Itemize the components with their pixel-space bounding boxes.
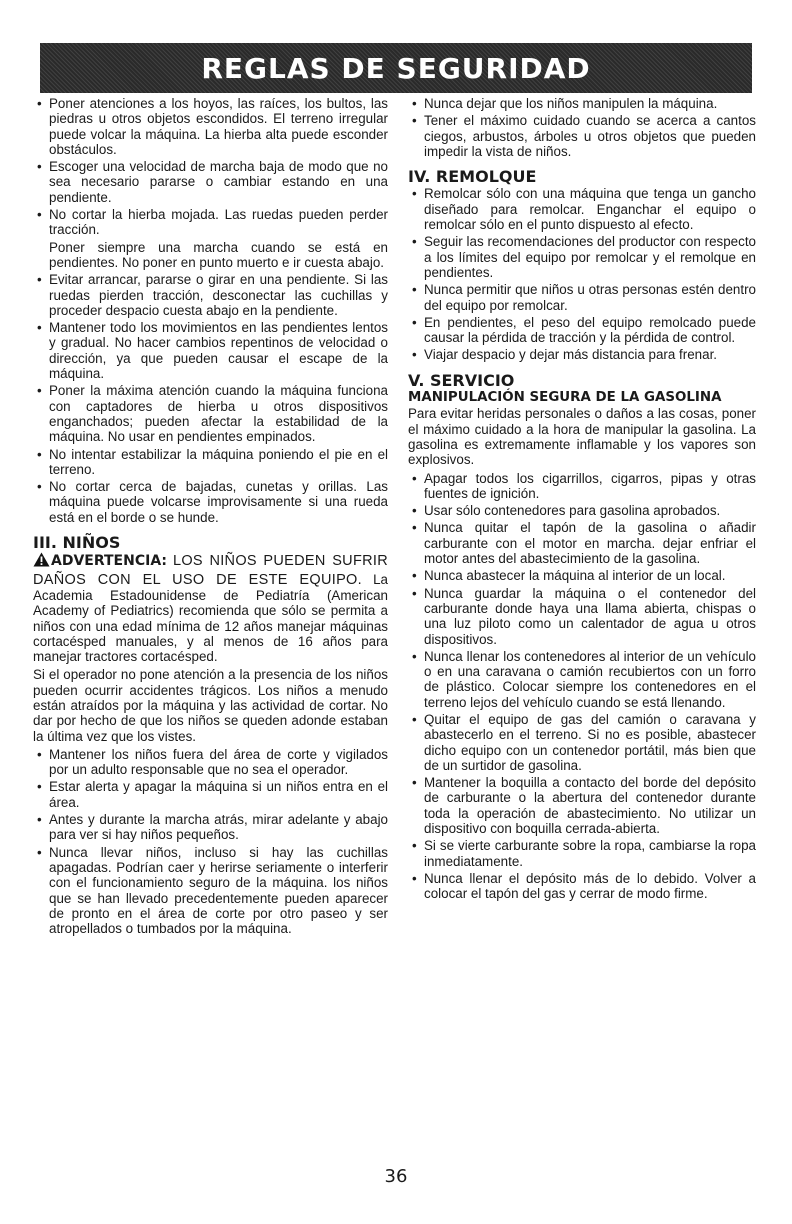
list-item: • Mantener los niños fuera del área de corte y vigilados por un adulto responsable que no sea el operador. xyxy=(33,747,388,778)
list-item-continuation: Poner siempre una marcha cuando se está en pendientes. No poner en punto muerto e ir cuesta abajo. xyxy=(49,239,388,270)
slope-safety-list-continued xyxy=(33,272,388,525)
fuel-intro-paragraph: Para evitar heridas personales o daños a las cosas, poner el máximo cuidado a la hora de manipular la gasolina. La gasolina es extremamente inflamable y los vapores son explosivos. xyxy=(408,406,756,468)
list-item: • No cortar la hierba mojada. Las ruedas pueden perder tracción. xyxy=(33,207,388,238)
list-item: • Nunca guardar la máquina o el contenedor del carburante donde haya una llama abierta, chispas o una luz piloto como un calentador de agua u otros dispositivos. xyxy=(408,586,756,647)
list-item: • Remolcar sólo con una máquina que tenga un gancho diseñado para remolcar. Enganchar el equipo o remolcar sólo en el punto dispuesto al efecto. xyxy=(408,186,756,232)
header-banner xyxy=(40,43,752,93)
towing-safety-list xyxy=(408,186,756,362)
children-safety-list-continued xyxy=(408,96,756,159)
list-item: • Nunca dejar que los niños manipulen la máquina. xyxy=(408,96,756,111)
list-item: • Mantener todo los movimientos en las pendientes lentos y gradual. No hacer cambios repentinos de velocidad o dirección, ya que pueden causar el escape de la máquina. xyxy=(33,320,388,381)
list-item: • Nunca abastecer la máquina al interior de un local. xyxy=(408,568,756,583)
list-item: • Si se vierte carburante sobre la ropa, cambiarse la ropa inmediatamente. xyxy=(408,838,756,869)
list-item: • Seguir las recomendaciones del productor con respecto a los límites del equipo por remolcar y el remolque en pendientes. xyxy=(408,234,756,280)
list-item: • Estar alerta y apagar la máquina si un niños entra en el área. xyxy=(33,779,388,810)
list-item: • Quitar el equipo de gas del camión o caravana y abastecerlo en el terreno. Si no es posible, abastecer dicho equipo con un contenedor portátil, más bien que de un surtidor de gasolina. xyxy=(408,712,756,773)
right-column xyxy=(408,96,756,904)
list-item: • Usar sólo contenedores para gasolina aprobados. xyxy=(408,503,756,518)
warning-body-text: La Academia Estadounidense de Pediatría (American Academy of Pediatrics) recomienda que sólo se permita a niños con una edad mínima de 12 años manejar máquinas cortacésped manuales, y al menos de 16 años para manejar tractores cortacésped. xyxy=(33,571,388,665)
section-heading-servicio: V. SERVICIO xyxy=(408,370,515,390)
children-safety-list xyxy=(33,747,388,937)
warning-label: ADVERTENCIA: xyxy=(51,553,168,570)
list-item: • No cortar cerca de bajadas, cunetas y orillas. Las máquina puede volcarse improvisamente si una rueda está en el borde o se hunde. xyxy=(33,479,388,525)
list-item: • Poner atenciones a los hoyos, las raíces, los bultos, las piedras u otros objetos escondidos. El terreno irregular puede volcar la máquina. La hierba alta puede esconder obstáculos. xyxy=(33,96,388,157)
list-item: • Tener el máximo cuidado cuando se acerca a cantos ciegos, arbustos, árboles u otros objetos que pueden impedir la vista de niños. xyxy=(408,113,756,159)
list-item: • Viajar despacio y dejar más distancia para frenar. xyxy=(408,347,756,362)
warning-caps-text: LOS NIÑOS PUEDEN SUFRIR DAÑOS CON EL USO DE ESTE EQUIPO. xyxy=(33,553,388,588)
page-title: REGLAS DE SEGURIDAD xyxy=(201,51,591,85)
list-item: • Evitar arrancar, pararse o girar en una pendiente. Si las ruedas pierden tracción, desconectar las cuchillas y proceder despacio cuesta abajo en la pendiente. xyxy=(33,272,388,318)
subheading-gasolina: MANIPULACIÓN SEGURA DE LA GASOLINA xyxy=(408,390,722,406)
list-item: • Antes y durante la marcha atrás, mirar adelante y abajo para ver si hay niños pequeños. xyxy=(33,812,388,843)
list-item: • Apagar todos los cigarrillos, cigarros, pipas y otras fuentes de ignición. xyxy=(408,471,756,502)
list-item: • Nunca permitir que niños u otras personas estén dentro del equipo por remolcar. xyxy=(408,282,756,313)
list-item: • Nunca llenar el depósito más de lo debido. Volver a colocar el tapón del gas y cerrar de modo firme. xyxy=(408,871,756,902)
warning-block xyxy=(33,552,388,664)
slope-safety-list xyxy=(33,96,388,238)
list-item: • Poner la máxima atención cuando la máquina funciona con captadores de hierba u otros dispositivos enganchados; pueden afectar la estabilidad de la máquina. No usar en pendientes empinados. xyxy=(33,383,388,444)
list-item: • Nunca quitar el tapón de la gasolina o añadir carburante con el motor en marcha. dejar enfriar el motor antes del abastecimiento de la gasolina. xyxy=(408,520,756,566)
children-paragraph: Si el operador no pone atención a la presencia de los niños pueden ocurrir accidentes trágicos. Los niños a menudo están atraídos por la máquina y las actividad de cortar. No dar por hecho de que los niños se queden adonde estaban la última vez que los vistes. xyxy=(33,667,388,744)
page-number: 36 xyxy=(384,1166,408,1187)
left-column xyxy=(33,96,388,938)
warning-heading xyxy=(33,553,167,569)
list-item: • En pendientes, el peso del equipo remolcado puede causar la pérdida de tracción y la pérdida de control. xyxy=(408,315,756,346)
fuel-safety-list xyxy=(408,471,756,902)
warning-triangle-icon xyxy=(33,552,50,571)
section-heading-ninos: III. NIÑOS xyxy=(33,533,121,553)
list-item: • No intentar estabilizar la máquina poniendo el pie en el terreno. xyxy=(33,447,388,478)
section-heading-remolque: IV. REMOLQUE xyxy=(408,167,537,187)
list-item: • Nunca llenar los contenedores al interior de un vehículo o en una caravana o camión recubiertos con un forro de plástico. Colocar siempre los contenedores en el terreno lejos del vehículo cuando se está llenando. xyxy=(408,649,756,710)
list-item: • Nunca llevar niños, incluso si hay las cuchillas apagadas. Podrían caer y herirse seriamente o interferir con el funcionamiento seguro de la máquina. los niños que se han llevado precedentemente pueden aparecer de pronto en el área de corte por otro paseo y ser atropellados o tumbados por la máquina. xyxy=(33,845,388,937)
list-item: • Escoger una velocidad de marcha baja de modo que no sea necesario pararse o cambiar estando en una pendiente. xyxy=(33,159,388,205)
list-item: • Mantener la boquilla a contacto del borde del depósito de carburante o la abertura del contenedor durante toda la operación de abastecimiento. No utilizar un dispositivo con boquilla cerrada-abierta. xyxy=(408,775,756,836)
